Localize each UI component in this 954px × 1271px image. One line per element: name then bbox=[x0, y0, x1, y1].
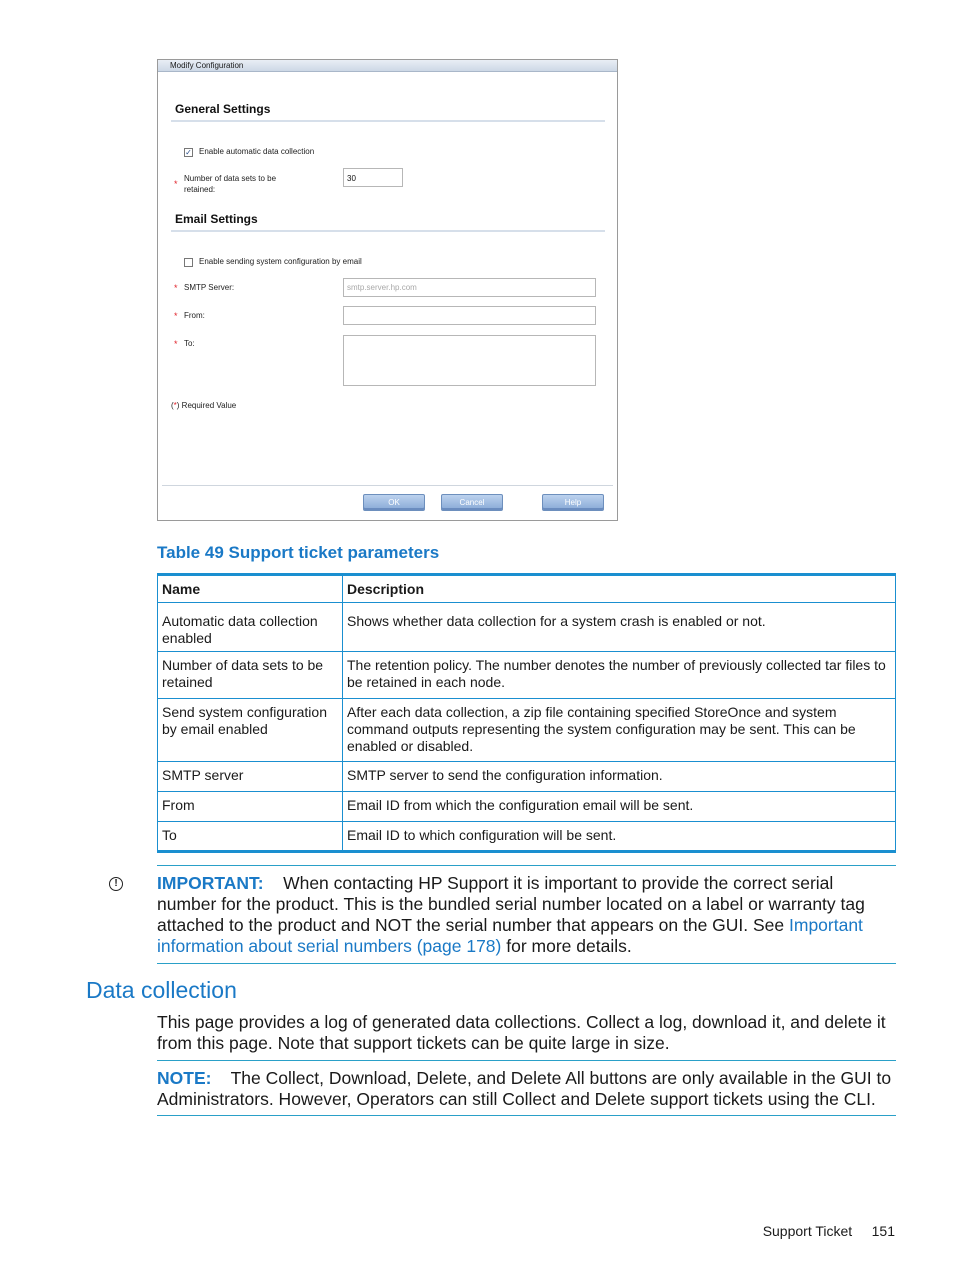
ok-button[interactable]: OK bbox=[363, 494, 425, 511]
table-row bbox=[158, 603, 896, 652]
note-text: The Collect, Download, Delete, and Delete All buttons are only available in the GUI to Administrators. However, Operators can still Collect and Delete support tickets using the CLI. bbox=[157, 1068, 892, 1109]
required-value-note bbox=[171, 401, 236, 410]
param-name: To bbox=[158, 822, 343, 852]
support-ticket-parameters-table bbox=[157, 573, 896, 853]
param-description: Shows whether data collection for a system crash is enabled or not. bbox=[343, 603, 896, 652]
note-bottom-divider bbox=[157, 1115, 896, 1116]
required-star: * bbox=[174, 283, 178, 293]
important-label: IMPORTANT: bbox=[157, 873, 264, 893]
modify-configuration-dialog bbox=[157, 59, 618, 521]
email-settings-heading: Email Settings bbox=[175, 212, 258, 226]
auto-collect-label: Enable automatic data collection bbox=[199, 147, 315, 156]
data-collection-paragraph: This page provides a log of generated data collections. Collect a log, download it, and delete it from this page. Note that support tickets can be quite large in size. bbox=[157, 1012, 886, 1053]
page-footer bbox=[763, 1223, 895, 1239]
data-collection-heading: Data collection bbox=[86, 977, 237, 1003]
cancel-button[interactable]: Cancel bbox=[441, 494, 503, 511]
footer-section: Support Ticket bbox=[762, 1223, 853, 1239]
required-note-star: * bbox=[173, 401, 177, 410]
important-bottom-divider bbox=[157, 963, 896, 964]
table-row bbox=[158, 792, 896, 822]
smtp-server-input[interactable]: smtp.server.hp.com bbox=[343, 278, 596, 297]
important-text: When contacting HP Support it is important to provide the correct serial number for the product. This is the bundled serial number located on a label or warranty tag attached to the product and NOT the serial number that appears on the GUI. See bbox=[157, 873, 865, 935]
send-email-label: Enable sending system configuration by email bbox=[199, 257, 362, 266]
retain-label: Number of data sets to be retained: bbox=[184, 174, 277, 194]
table-row bbox=[158, 822, 896, 852]
table-row bbox=[158, 652, 896, 699]
table-row bbox=[158, 762, 896, 792]
param-description: The retention policy. The number denotes the number of previously collected tar files to be retained in each node. bbox=[343, 652, 896, 699]
required-star: * bbox=[174, 339, 178, 349]
important-icon: ! bbox=[109, 877, 123, 891]
param-name: SMTP server bbox=[158, 762, 343, 792]
help-button[interactable]: Help bbox=[542, 494, 604, 511]
send-email-checkbox[interactable] bbox=[184, 258, 193, 267]
required-note-paren-open: ( bbox=[171, 401, 174, 410]
required-star: * bbox=[174, 311, 178, 321]
retain-count-input[interactable]: 30 bbox=[343, 168, 403, 187]
param-description: Email ID from which the configuration email will be sent. bbox=[343, 792, 896, 822]
param-name: Automatic data collection enabled bbox=[158, 603, 343, 652]
column-header-name: Name bbox=[158, 575, 343, 603]
to-textarea[interactable] bbox=[343, 335, 596, 386]
table-header-row bbox=[158, 575, 896, 603]
param-description: After each data collection, a zip file containing specified StoreOnce and system command outputs representing the system configuration may be sent. This can be enabled or disabled. bbox=[343, 699, 896, 762]
page-number: 151 bbox=[871, 1223, 895, 1239]
from-label: From: bbox=[184, 311, 205, 320]
note-top-divider bbox=[157, 1060, 896, 1061]
note bbox=[157, 1068, 896, 1110]
required-star: * bbox=[174, 179, 178, 189]
param-name: Number of data sets to be retained bbox=[158, 652, 343, 699]
param-name: Send system configuration by email enabled bbox=[158, 699, 343, 762]
required-note-text: ) Required Value bbox=[176, 401, 237, 410]
param-name: From bbox=[158, 792, 343, 822]
to-label: To: bbox=[184, 339, 195, 348]
dialog-title: Modify Configuration bbox=[158, 60, 617, 72]
email-settings-divider bbox=[171, 230, 605, 232]
dialog-footer-divider bbox=[162, 485, 613, 486]
general-settings-divider bbox=[171, 120, 605, 122]
important-top-divider bbox=[157, 865, 896, 866]
param-description: SMTP server to send the configuration information. bbox=[343, 762, 896, 792]
smtp-label: SMTP Server: bbox=[184, 283, 235, 292]
auto-collect-checkbox[interactable]: ✓ bbox=[185, 148, 192, 157]
important-note bbox=[157, 873, 896, 957]
general-settings-heading: General Settings bbox=[175, 102, 271, 116]
param-description: Email ID to which configuration will be sent. bbox=[343, 822, 896, 852]
note-label: NOTE: bbox=[157, 1068, 212, 1088]
important-text-after: for more details. bbox=[501, 936, 632, 956]
column-header-description: Description bbox=[343, 575, 896, 603]
from-input[interactable] bbox=[343, 306, 596, 325]
table-caption: Table 49 Support ticket parameters bbox=[157, 543, 440, 562]
serial-numbers-link[interactable]: Important information about serial numbers (page 178) bbox=[157, 915, 863, 956]
table-row bbox=[158, 699, 896, 762]
